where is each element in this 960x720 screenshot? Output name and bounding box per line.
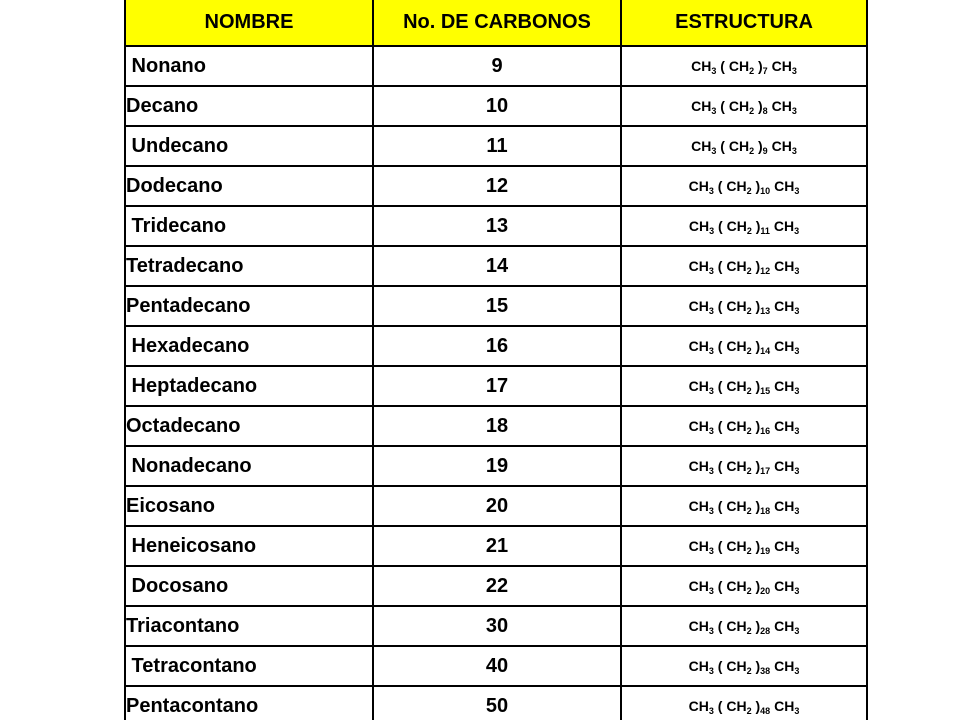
formula-ch2: CH (726, 378, 747, 394)
formula-repeat-count: 15 (760, 386, 771, 396)
formula-close: ) (751, 578, 761, 594)
carbon-count: 13 (373, 206, 621, 246)
alkane-name: Pentacontano (125, 686, 373, 720)
formula-ch3-right: CH (774, 258, 795, 274)
formula-ch3-right: CH (771, 58, 792, 74)
structure-formula (621, 126, 867, 166)
formula-sub2: 2 (746, 626, 752, 636)
formula-sub3-right: 3 (794, 386, 800, 396)
formula-sub3-right: 3 (794, 706, 800, 716)
formula-sub3-right: 3 (794, 226, 800, 236)
formula-repeat-count: 8 (762, 106, 768, 116)
alkane-name: Dodecano (125, 166, 373, 206)
table-row (125, 286, 867, 326)
formula-ch2: CH (726, 538, 747, 554)
formula-sub3-left: 3 (708, 586, 714, 596)
formula-sub2: 2 (746, 346, 752, 356)
formula-sub3-right: 3 (794, 626, 800, 636)
formula-sub2: 2 (746, 306, 752, 316)
structure-formula (621, 526, 867, 566)
formula-ch3-left: CH (688, 458, 709, 474)
formula-sub2: 2 (746, 226, 752, 236)
formula-sub3-left: 3 (708, 346, 714, 356)
alkane-name: Hexadecano (125, 326, 373, 366)
structure-formula (621, 566, 867, 606)
table-body (125, 46, 867, 720)
formula-ch3-right: CH (774, 578, 795, 594)
formula-close: ) (751, 298, 761, 314)
formula-sub2: 2 (749, 106, 755, 116)
formula-ch3-left: CH (688, 178, 709, 194)
carbon-count: 14 (373, 246, 621, 286)
formula-open: ( (713, 258, 727, 274)
formula-close: ) (751, 658, 761, 674)
formula-ch2: CH (726, 618, 747, 634)
formula-repeat-count: 10 (760, 186, 771, 196)
formula-open: ( (716, 98, 729, 114)
header-nombre: NOMBRE (125, 0, 373, 46)
formula-ch3-right: CH (771, 138, 792, 154)
structure-formula (621, 486, 867, 526)
formula-ch3-left: CH (688, 338, 709, 354)
alkane-name: Tetracontano (125, 646, 373, 686)
alkane-name: Undecano (125, 126, 373, 166)
formula-close: ) (751, 338, 761, 354)
formula-open: ( (716, 58, 729, 74)
structure-formula (621, 246, 867, 286)
alkane-name: Docosano (125, 566, 373, 606)
formula-sub3-right: 3 (794, 346, 800, 356)
formula-close: ) (751, 698, 761, 714)
formula-ch3-right: CH (774, 178, 795, 194)
formula-ch2: CH (726, 258, 747, 274)
alkane-name: Eicosano (125, 486, 373, 526)
formula-repeat-count: 48 (760, 706, 771, 716)
formula-open: ( (713, 338, 727, 354)
formula-sub3-left: 3 (709, 226, 715, 236)
formula-sub3-left: 3 (708, 626, 714, 636)
carbon-count: 20 (373, 486, 621, 526)
alkane-name: Pentadecano (125, 286, 373, 326)
table-row (125, 326, 867, 366)
formula-ch3-left: CH (691, 98, 712, 114)
formula-repeat-count: 38 (760, 666, 771, 676)
formula-ch3-left: CH (688, 298, 709, 314)
carbon-count: 18 (373, 406, 621, 446)
formula-sub3-left: 3 (711, 106, 717, 116)
carbon-count: 11 (373, 126, 621, 166)
formula-open: ( (714, 218, 727, 234)
formula-repeat-count: 12 (760, 266, 771, 276)
carbon-count: 15 (373, 286, 621, 326)
formula-open: ( (713, 698, 727, 714)
formula-sub2: 2 (746, 466, 752, 476)
formula-sub3-right: 3 (794, 666, 800, 676)
carbon-count: 30 (373, 606, 621, 646)
formula-sub3-left: 3 (708, 306, 714, 316)
structure-formula (621, 326, 867, 366)
formula-sub3-left: 3 (708, 706, 714, 716)
formula-repeat-count: 7 (762, 66, 768, 76)
formula-sub2: 2 (746, 186, 752, 196)
formula-ch3-right: CH (774, 338, 795, 354)
formula-sub2: 2 (746, 266, 752, 276)
formula-sub2: 2 (749, 66, 755, 76)
formula-sub3-right: 3 (794, 186, 800, 196)
formula-sub3-right: 3 (794, 506, 800, 516)
carbon-count: 17 (373, 366, 621, 406)
formula-open: ( (713, 538, 727, 554)
alkane-name: Nonadecano (125, 446, 373, 486)
formula-ch3-left: CH (688, 658, 709, 674)
formula-ch3-right: CH (774, 658, 795, 674)
formula-close: ) (751, 258, 761, 274)
formula-ch3-left: CH (688, 258, 709, 274)
formula-ch3-right: CH (774, 298, 795, 314)
carbon-count: 19 (373, 446, 621, 486)
formula-ch3-right: CH (774, 418, 795, 434)
formula-sub2: 2 (746, 506, 752, 516)
carbon-count: 50 (373, 686, 621, 720)
table-row (125, 126, 867, 166)
structure-formula (621, 406, 867, 446)
formula-close: ) (751, 498, 761, 514)
formula-open: ( (713, 378, 727, 394)
formula-open: ( (713, 178, 727, 194)
formula-ch3-left: CH (688, 618, 709, 634)
formula-ch2: CH (728, 58, 750, 74)
formula-ch2: CH (728, 98, 750, 114)
formula-ch3-left: CH (688, 538, 709, 554)
formula-close: ) (751, 618, 761, 634)
structure-formula (621, 606, 867, 646)
formula-repeat-count: 16 (760, 426, 771, 436)
formula-close: ) (751, 418, 761, 434)
table-row (125, 646, 867, 686)
formula-sub3-right: 3 (794, 266, 800, 276)
formula-sub3-left: 3 (708, 506, 714, 516)
formula-close: ) (754, 58, 763, 74)
table-row (125, 446, 867, 486)
formula-sub2: 2 (746, 666, 752, 676)
alkane-name: Triacontano (125, 606, 373, 646)
table-row (125, 206, 867, 246)
formula-ch3-left: CH (688, 418, 709, 434)
carbon-count: 9 (373, 46, 621, 86)
structure-formula (621, 166, 867, 206)
table-row (125, 86, 867, 126)
structure-formula (621, 46, 867, 86)
formula-sub3-left: 3 (711, 66, 717, 76)
table-row (125, 406, 867, 446)
formula-ch2: CH (726, 178, 747, 194)
formula-ch3-right: CH (771, 98, 792, 114)
formula-sub3-left: 3 (708, 666, 714, 676)
formula-ch3-right: CH (774, 498, 795, 514)
formula-repeat-count: 14 (760, 346, 771, 356)
formula-ch3-right: CH (773, 218, 795, 234)
formula-sub2: 2 (746, 706, 752, 716)
formula-repeat-count: 20 (760, 586, 771, 596)
carbon-count: 10 (373, 86, 621, 126)
formula-sub2: 2 (749, 146, 755, 156)
alkane-name: Heptadecano (125, 366, 373, 406)
formula-repeat-count: 19 (760, 546, 771, 556)
carbon-count: 16 (373, 326, 621, 366)
formula-sub3-right: 3 (794, 586, 800, 596)
formula-close: ) (751, 538, 761, 554)
carbon-count: 22 (373, 566, 621, 606)
formula-sub2: 2 (746, 586, 752, 596)
formula-repeat-count: 18 (760, 506, 771, 516)
structure-formula (621, 366, 867, 406)
formula-ch2: CH (726, 658, 747, 674)
formula-sub3-left: 3 (711, 146, 717, 156)
formula-sub3-left: 3 (708, 466, 714, 476)
formula-sub3-left: 3 (708, 186, 714, 196)
formula-sub2: 2 (746, 546, 752, 556)
formula-ch2: CH (726, 578, 747, 594)
table-row (125, 366, 867, 406)
formula-ch2: CH (726, 298, 747, 314)
formula-open: ( (713, 498, 727, 514)
formula-ch2: CH (726, 698, 747, 714)
formula-sub2: 2 (746, 426, 752, 436)
formula-ch3-right: CH (774, 538, 795, 554)
header-estructura: ESTRUCTURA (621, 0, 867, 46)
formula-sub3-right: 3 (794, 306, 800, 316)
structure-formula (621, 286, 867, 326)
table-row (125, 46, 867, 86)
formula-sub3-right: 3 (794, 466, 800, 476)
formula-ch2: CH (726, 418, 747, 434)
formula-ch3-left: CH (688, 378, 709, 394)
formula-sub3-left: 3 (708, 426, 714, 436)
formula-open: ( (716, 138, 729, 154)
formula-repeat-count: 17 (760, 466, 771, 476)
formula-ch3-left: CH (688, 218, 710, 234)
structure-formula (621, 686, 867, 720)
formula-ch3-right: CH (774, 378, 795, 394)
structure-formula (621, 446, 867, 486)
table-row (125, 526, 867, 566)
table-row (125, 486, 867, 526)
table-row (125, 166, 867, 206)
formula-repeat-count: 9 (762, 146, 768, 156)
formula-open: ( (713, 418, 727, 434)
formula-sub3-right: 3 (791, 66, 797, 76)
alkane-name: Tetradecano (125, 246, 373, 286)
alkane-name: Heneicosano (125, 526, 373, 566)
formula-sub2: 2 (746, 386, 752, 396)
formula-ch3-left: CH (688, 578, 709, 594)
structure-formula (621, 206, 867, 246)
structure-formula (621, 646, 867, 686)
formula-ch3-left: CH (688, 698, 709, 714)
alkane-name: Tridecano (125, 206, 373, 246)
formula-ch3-left: CH (691, 58, 712, 74)
formula-close: ) (754, 138, 763, 154)
formula-ch3-left: CH (691, 138, 712, 154)
table-row (125, 606, 867, 646)
formula-repeat-count: 28 (760, 626, 771, 636)
formula-sub3-left: 3 (708, 266, 714, 276)
carbon-count: 12 (373, 166, 621, 206)
table-row (125, 566, 867, 606)
formula-sub3-left: 3 (708, 546, 714, 556)
formula-close: ) (751, 378, 761, 394)
alkane-name: Decano (125, 86, 373, 126)
formula-repeat-count: 11 (760, 226, 770, 236)
formula-sub3-left: 3 (708, 386, 714, 396)
table-row (125, 686, 867, 720)
formula-close: ) (751, 178, 761, 194)
formula-ch2: CH (728, 138, 750, 154)
formula-close: ) (751, 458, 761, 474)
formula-close: ) (754, 98, 763, 114)
alkane-name: Nonano (125, 46, 373, 86)
formula-close: ) (751, 218, 761, 234)
formula-open: ( (713, 658, 727, 674)
structure-formula (621, 86, 867, 126)
carbon-count: 40 (373, 646, 621, 686)
formula-ch2: CH (726, 338, 747, 354)
formula-ch3-right: CH (774, 698, 795, 714)
header-carbonos: No. DE CARBONOS (373, 0, 621, 46)
carbon-count: 21 (373, 526, 621, 566)
formula-open: ( (713, 458, 727, 474)
formula-open: ( (713, 578, 727, 594)
formula-sub3-right: 3 (791, 146, 797, 156)
formula-ch2: CH (726, 218, 747, 234)
alkanes-table (124, 0, 868, 720)
formula-sub3-right: 3 (794, 546, 800, 556)
formula-repeat-count: 13 (760, 306, 771, 316)
formula-ch2: CH (726, 498, 747, 514)
formula-ch3-left: CH (688, 498, 709, 514)
formula-open: ( (713, 618, 727, 634)
formula-ch2: CH (726, 458, 747, 474)
alkane-name: Octadecano (125, 406, 373, 446)
table-header (125, 0, 867, 46)
formula-open: ( (713, 298, 727, 314)
table-row (125, 246, 867, 286)
formula-sub3-right: 3 (791, 106, 797, 116)
formula-ch3-right: CH (774, 458, 795, 474)
formula-sub3-right: 3 (794, 426, 800, 436)
header-row (125, 0, 867, 46)
formula-ch3-right: CH (774, 618, 795, 634)
